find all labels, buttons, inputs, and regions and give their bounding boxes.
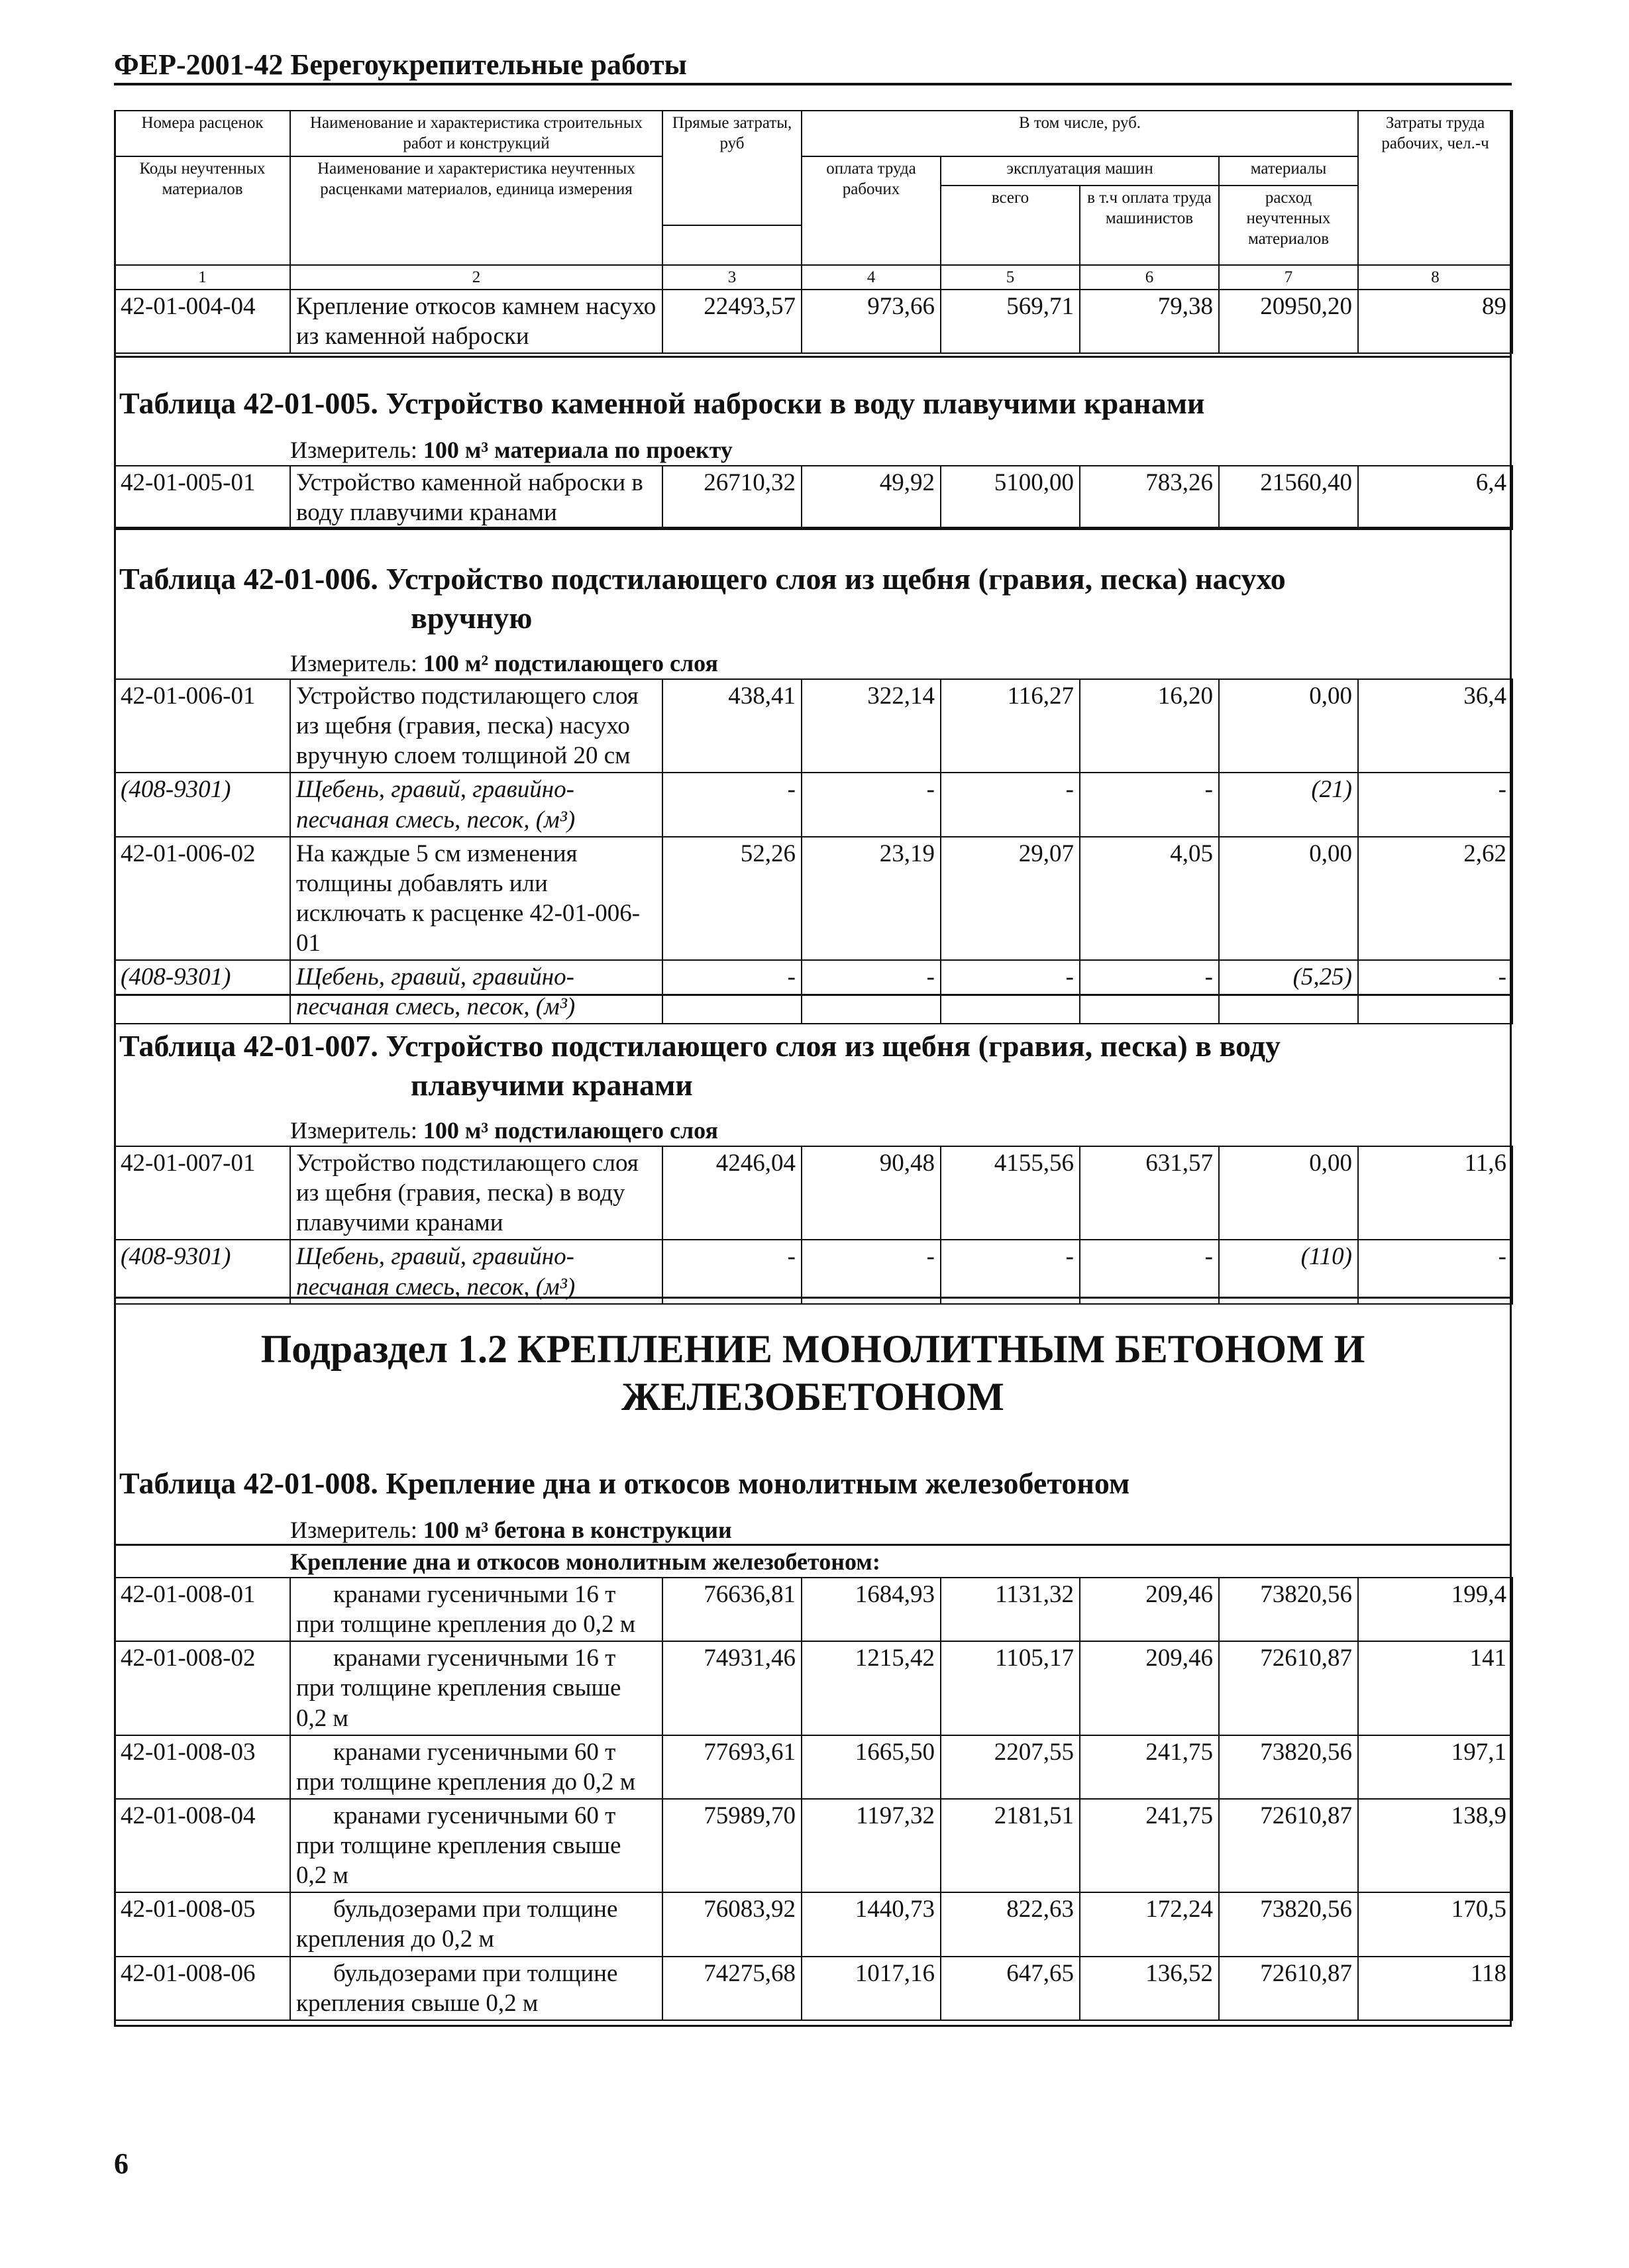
col-number-6: 6	[1080, 265, 1219, 290]
labor-costs: 118	[1358, 1957, 1512, 2020]
direct-costs: -	[662, 1240, 802, 1303]
rate-code: 42-01-008-05	[115, 1892, 290, 1956]
col-direct-costs-header-cont	[662, 225, 802, 265]
col-wages-header: оплата труда рабочих	[802, 156, 941, 265]
title-line: плавучими кранами	[411, 1067, 693, 1102]
labor-costs: 170,5	[1358, 1892, 1512, 1956]
divider	[114, 1544, 1512, 1546]
rate-code: 42-01-007-01	[115, 1146, 290, 1240]
material-code: (408-9301)	[115, 1240, 290, 1303]
divider	[114, 994, 1512, 996]
table-008	[114, 1577, 1513, 2021]
work-name: Устройство подстилающего слоя из щебня (гравия, песка) насухо вручную слоем толщиной 20 см	[290, 679, 662, 773]
table-006	[114, 678, 1513, 1024]
table-006-measure	[290, 649, 718, 677]
page-header: ФЕР-2001-42 Берегоукрепительные работы	[114, 48, 1512, 85]
materials: 20950,20	[1219, 290, 1358, 353]
col-material-name-header: Наименование и характеристика неучтенных расценками материалов, единица измерения	[290, 156, 662, 265]
col-number-1: 1	[115, 265, 290, 290]
col-number-4: 4	[802, 265, 941, 290]
col-number-3: 3	[662, 265, 802, 290]
col-labor-costs-header: Затраты труда рабочих, чел.-ч	[1358, 111, 1512, 265]
labor-costs: 6,4	[1358, 466, 1512, 529]
operators-wages: 241,75	[1080, 1799, 1219, 1892]
machines-total: 1131,32	[941, 1578, 1080, 1641]
page-number: 6	[114, 2147, 129, 2180]
work-name: На каждые 5 см изменения толщины добавлять или исключать к расценке 42-01-006-01	[290, 837, 662, 961]
divider	[114, 1297, 1512, 1299]
operators-wages: 631,57	[1080, 1146, 1219, 1240]
measure-label: Измеритель:	[290, 437, 417, 463]
labor-costs: -	[1358, 960, 1512, 1024]
material-code: (408-9301)	[115, 960, 290, 1024]
operators-wages: -	[1080, 773, 1219, 836]
machines-total: 647,65	[941, 1957, 1080, 2020]
col-rate-number-header: Номера расценок	[115, 111, 290, 156]
table-row	[115, 1146, 1512, 1240]
table-row	[115, 837, 1512, 961]
materials: 21560,40	[1219, 466, 1358, 529]
col-materials-header: материалы	[1219, 156, 1358, 186]
operators-wages: 16,20	[1080, 679, 1219, 773]
col-number-8: 8	[1358, 265, 1512, 290]
col-materials-usage-header: расход неучтенных материалов	[1219, 186, 1358, 265]
divider	[114, 356, 1512, 358]
materials: 0,00	[1219, 679, 1358, 773]
rate-code: 42-01-006-01	[115, 679, 290, 773]
rate-code: 42-01-008-02	[115, 1641, 290, 1735]
work-name: кранами гусеничными 16 т при толщине крепления до 0,2 м	[290, 1578, 662, 1641]
material-name: Щебень, гравий, гравийно-песчаная смесь, песок, (м³)	[290, 1240, 662, 1303]
table-007-title	[119, 1027, 1281, 1105]
title-line: Таблица 42-01-006. Устройство подстилающего слоя из щебня (гравия, песка) насухо	[119, 562, 1286, 596]
column-header-table	[114, 110, 1513, 354]
labor-costs: -	[1358, 1240, 1512, 1303]
work-name: Устройство подстилающего слоя из щебня (гравия, песка) в воду плавучими кранами	[290, 1146, 662, 1240]
operators-wages: 209,46	[1080, 1578, 1219, 1641]
col-direct-costs-header: Прямые затраты, руб	[662, 111, 802, 225]
machines-total: 822,63	[941, 1892, 1080, 1956]
work-name: бульдозерами при толщине крепления до 0,2 м	[290, 1892, 662, 1956]
materials: 72610,87	[1219, 1799, 1358, 1892]
machines-total: 116,27	[941, 679, 1080, 773]
wages: 1017,16	[802, 1957, 941, 2020]
col-number-5: 5	[941, 265, 1080, 290]
table-008-title: Таблица 42-01-008. Крепление дна и откосов монолитным железобетоном	[119, 1466, 1130, 1500]
operators-wages: 4,05	[1080, 837, 1219, 961]
table-row	[115, 1799, 1512, 1892]
direct-costs: 22493,57	[662, 290, 802, 353]
subsection-line: Подраздел 1.2 КРЕПЛЕНИЕ МОНОЛИТНЫМ БЕТОНОМ И	[260, 1327, 1365, 1371]
table-007	[114, 1146, 1513, 1305]
subsection-line: ЖЕЛЕЗОБЕТОНОМ	[621, 1375, 1004, 1419]
materials: 0,00	[1219, 1146, 1358, 1240]
direct-costs: -	[662, 960, 802, 1024]
wages: 973,66	[802, 290, 941, 353]
wages: 1665,50	[802, 1735, 941, 1799]
labor-costs: 199,4	[1358, 1578, 1512, 1641]
machines-total: 29,07	[941, 837, 1080, 961]
col-number-2: 2	[290, 265, 662, 290]
labor-costs: 11,6	[1358, 1146, 1512, 1240]
work-name: кранами гусеничными 60 т при толщине крепления свыше 0,2 м	[290, 1799, 662, 1892]
direct-costs: 74275,68	[662, 1957, 802, 2020]
direct-costs: 75989,70	[662, 1799, 802, 1892]
measure-value: 100 м³ бетона в конструкции	[423, 1517, 732, 1543]
materials: 73820,56	[1219, 1578, 1358, 1641]
measure-value: 100 м² подстилающего слоя	[423, 650, 718, 676]
wages: 1684,93	[802, 1578, 941, 1641]
rate-code: 42-01-004-04	[115, 290, 290, 353]
table-007-measure	[290, 1116, 718, 1144]
materials: 73820,56	[1219, 1735, 1358, 1799]
material-usage: (21)	[1219, 773, 1358, 836]
material-usage: (110)	[1219, 1240, 1358, 1303]
direct-costs: 26710,32	[662, 466, 802, 529]
machines-total: 4155,56	[941, 1146, 1080, 1240]
divider	[114, 527, 1512, 529]
measure-value: 100 м³ подстилающего слоя	[423, 1117, 718, 1144]
materials: 0,00	[1219, 837, 1358, 961]
wages: 23,19	[802, 837, 941, 961]
col-work-name-header: Наименование и характеристика строительных работ и конструкций	[290, 111, 662, 156]
col-operators-wages-header: в т.ч оплата труда машинистов	[1080, 186, 1219, 265]
direct-costs: 52,26	[662, 837, 802, 961]
work-name: Устройство каменной наброски в воду плавучими кранами	[290, 466, 662, 529]
wages: 322,14	[802, 679, 941, 773]
work-name: кранами гусеничными 60 т при толщине крепления до 0,2 м	[290, 1735, 662, 1799]
measure-label: Измеритель:	[290, 650, 417, 676]
machines-total: 2207,55	[941, 1735, 1080, 1799]
wages: 49,92	[802, 466, 941, 529]
rate-code: 42-01-008-03	[115, 1735, 290, 1799]
operators-wages: 136,52	[1080, 1957, 1219, 2020]
direct-costs: 74931,46	[662, 1641, 802, 1735]
material-row	[115, 773, 1512, 836]
measure-label: Измеритель:	[290, 1117, 417, 1144]
col-machines-total-header: всего	[941, 186, 1080, 265]
rate-code: 42-01-005-01	[115, 466, 290, 529]
rate-code: 42-01-006-02	[115, 837, 290, 961]
table-row	[115, 1578, 1512, 1641]
subsection-title	[114, 1325, 1512, 1421]
materials: 73820,56	[1219, 1892, 1358, 1956]
machines-total: -	[941, 960, 1080, 1024]
table-row	[115, 679, 1512, 773]
operators-wages: 783,26	[1080, 466, 1219, 529]
measure-value: 100 м³ материала по проекту	[423, 437, 733, 463]
col-including-header: В том числе, руб.	[802, 111, 1358, 156]
table-006-title	[119, 560, 1286, 638]
table-row	[115, 1892, 1512, 1956]
machines-total: -	[941, 1240, 1080, 1303]
table-row	[115, 290, 1512, 353]
machines-total: 2181,51	[941, 1799, 1080, 1892]
machines-total: 1105,17	[941, 1641, 1080, 1735]
operators-wages: -	[1080, 1240, 1219, 1303]
labor-costs: 138,9	[1358, 1799, 1512, 1892]
table-008-measure	[290, 1516, 732, 1544]
material-name: Щебень, гравий, гравийно-песчаная смесь, песок, (м³)	[290, 773, 662, 836]
operators-wages: -	[1080, 960, 1219, 1024]
title-line: вручную	[411, 600, 533, 635]
col-material-code-header: Коды неучтенных материалов	[115, 156, 290, 265]
operators-wages: 172,24	[1080, 1892, 1219, 1956]
table-005-title: Таблица 42-01-005. Устройство каменной наброски в воду плавучими кранами	[119, 386, 1205, 420]
wages: -	[802, 960, 941, 1024]
work-name: Крепление откосов камнем насухо из каменной наброски	[290, 290, 662, 353]
machines-total: 5100,00	[941, 466, 1080, 529]
rate-code: 42-01-008-01	[115, 1578, 290, 1641]
direct-costs: 438,41	[662, 679, 802, 773]
operators-wages: 79,38	[1080, 290, 1219, 353]
wages: 90,48	[802, 1146, 941, 1240]
wages: -	[802, 773, 941, 836]
title-line: Таблица 42-01-007. Устройство подстилающего слоя из щебня (гравия, песка) в воду	[119, 1029, 1281, 1063]
wages: 1197,32	[802, 1799, 941, 1892]
table-row	[115, 1957, 1512, 2020]
col-machines-header: эксплуатация машин	[941, 156, 1219, 186]
labor-costs: 36,4	[1358, 679, 1512, 773]
operators-wages: 241,75	[1080, 1735, 1219, 1799]
material-code: (408-9301)	[115, 773, 290, 836]
table-row	[115, 1641, 1512, 1735]
wages: 1440,73	[802, 1892, 941, 1956]
machines-total: 569,71	[941, 290, 1080, 353]
labor-costs: -	[1358, 773, 1512, 836]
table-005	[114, 465, 1513, 530]
col-number-7: 7	[1219, 265, 1358, 290]
table-row	[115, 1735, 1512, 1799]
direct-costs: 4246,04	[662, 1146, 802, 1240]
wages: 1215,42	[802, 1641, 941, 1735]
materials: 72610,87	[1219, 1957, 1358, 2020]
direct-costs: 76083,92	[662, 1892, 802, 1956]
direct-costs: 76636,81	[662, 1578, 802, 1641]
work-name: кранами гусеничными 16 т при толщине крепления свыше 0,2 м	[290, 1641, 662, 1735]
labor-costs: 89	[1358, 290, 1512, 353]
group-heading: Крепление дна и откосов монолитным железобетоном:	[290, 1548, 880, 1575]
labor-costs: 2,62	[1358, 837, 1512, 961]
rate-code: 42-01-008-04	[115, 1799, 290, 1892]
material-name: Щебень, гравий, гравийно-песчаная смесь, песок, (м³)	[290, 960, 662, 1024]
rate-code: 42-01-008-06	[115, 1957, 290, 2020]
material-row	[115, 1240, 1512, 1303]
table-row	[115, 466, 1512, 529]
work-name: бульдозерами при толщине крепления свыше 0,2 м	[290, 1957, 662, 2020]
labor-costs: 197,1	[1358, 1735, 1512, 1799]
wages: -	[802, 1240, 941, 1303]
labor-costs: 141	[1358, 1641, 1512, 1735]
materials: 72610,87	[1219, 1641, 1358, 1735]
material-usage: (5,25)	[1219, 960, 1358, 1024]
direct-costs: -	[662, 773, 802, 836]
operators-wages: 209,46	[1080, 1641, 1219, 1735]
material-row	[115, 960, 1512, 1024]
measure-label: Измеритель:	[290, 1517, 417, 1543]
table-005-measure	[290, 436, 733, 464]
machines-total: -	[941, 773, 1080, 836]
direct-costs: 77693,61	[662, 1735, 802, 1799]
